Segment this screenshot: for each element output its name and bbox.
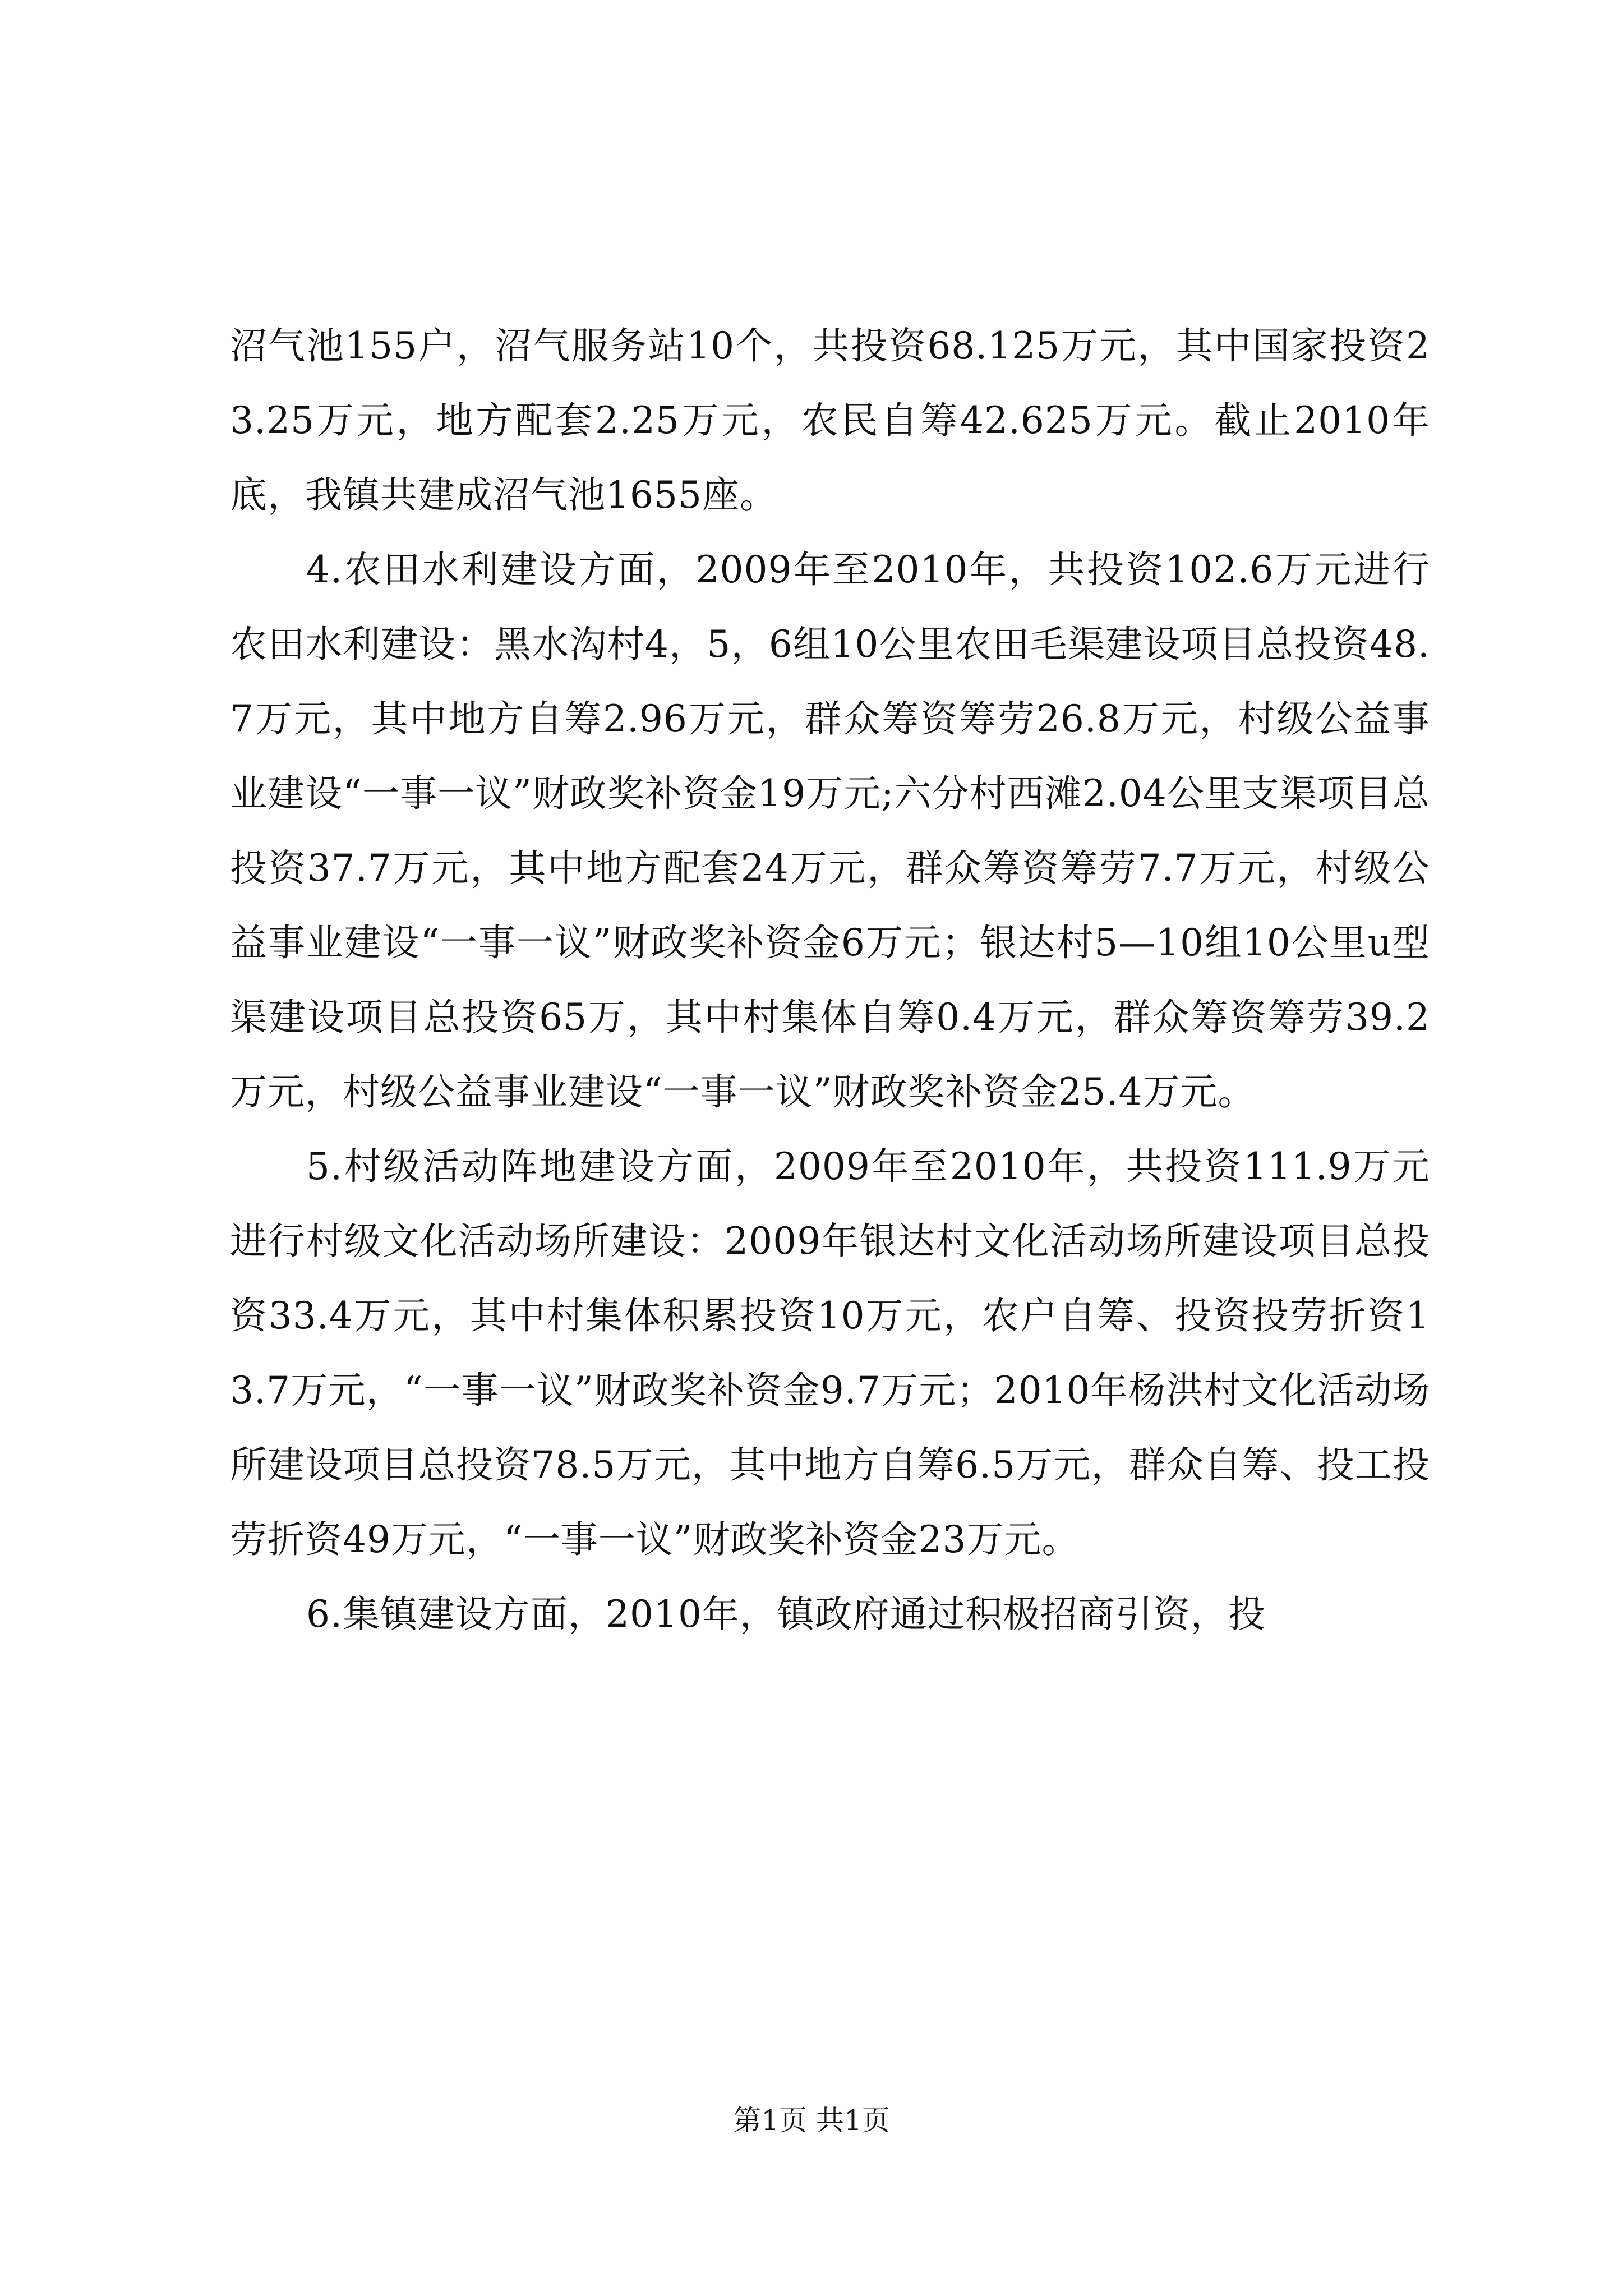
paragraph-town-construction: 6.集镇建设方面，2010年，镇政府通过积极招商引资，投 [306,1593,1266,1636]
page-footer: 第1页 共1页 [733,2104,890,2137]
paragraph-biogas: 沼气池155户，沼气服务站10个，共投资68.125万元，其中国家投资23.25万元，地方配套2.25万元，农民自筹42.625万元。截止2010年底，我镇共建成沼气池1655座。 [230,324,1430,517]
paragraph-irrigation: 4.农田水利建设方面，2009年至2010年，共投资102.6万元进行农田水利建设：黑水沟村4，5，6组10公里农田毛渠建设项目总投资48.7万元，其中地方自筹2.96万元，群众筹资筹劳26.8万元，村级公益事业建设“一事一议”财政奖补资金19万元;六分村西滩2.04公里支渠项目总投资37.7万元，其中地方配套24万元，群众筹资筹劳7.7万元，村级公益事业建设“一事一议”财政奖补资金6万元；银达村5—10组10公里u型渠建设项目总投资65万，其中村集体自筹0.4万元，群众筹资筹劳39.2万元，村级公益事业建设“一事一议”财政奖补资金25.4万元。 [230,548,1430,1114]
paragraph-village-activity-sites: 5.村级活动阵地建设方面，2009年至2010年，共投资111.9万元进行村级文化活动场所建设：2009年银达村文化活动场所建设项目总投资33.4万元，其中村集体积累投资10万元，农户自筹、投资投劳折资13.7万元，“一事一议”财政奖补资金9.7万元；2010年杨洪村文化活动场所建设项目总投资78.5万元，其中地方自筹6.5万元，群众自筹、投工投劳折资49万元，“一事一议”财政奖补资金23万元。 [230,1145,1430,1561]
document-body [230,309,1430,1651]
